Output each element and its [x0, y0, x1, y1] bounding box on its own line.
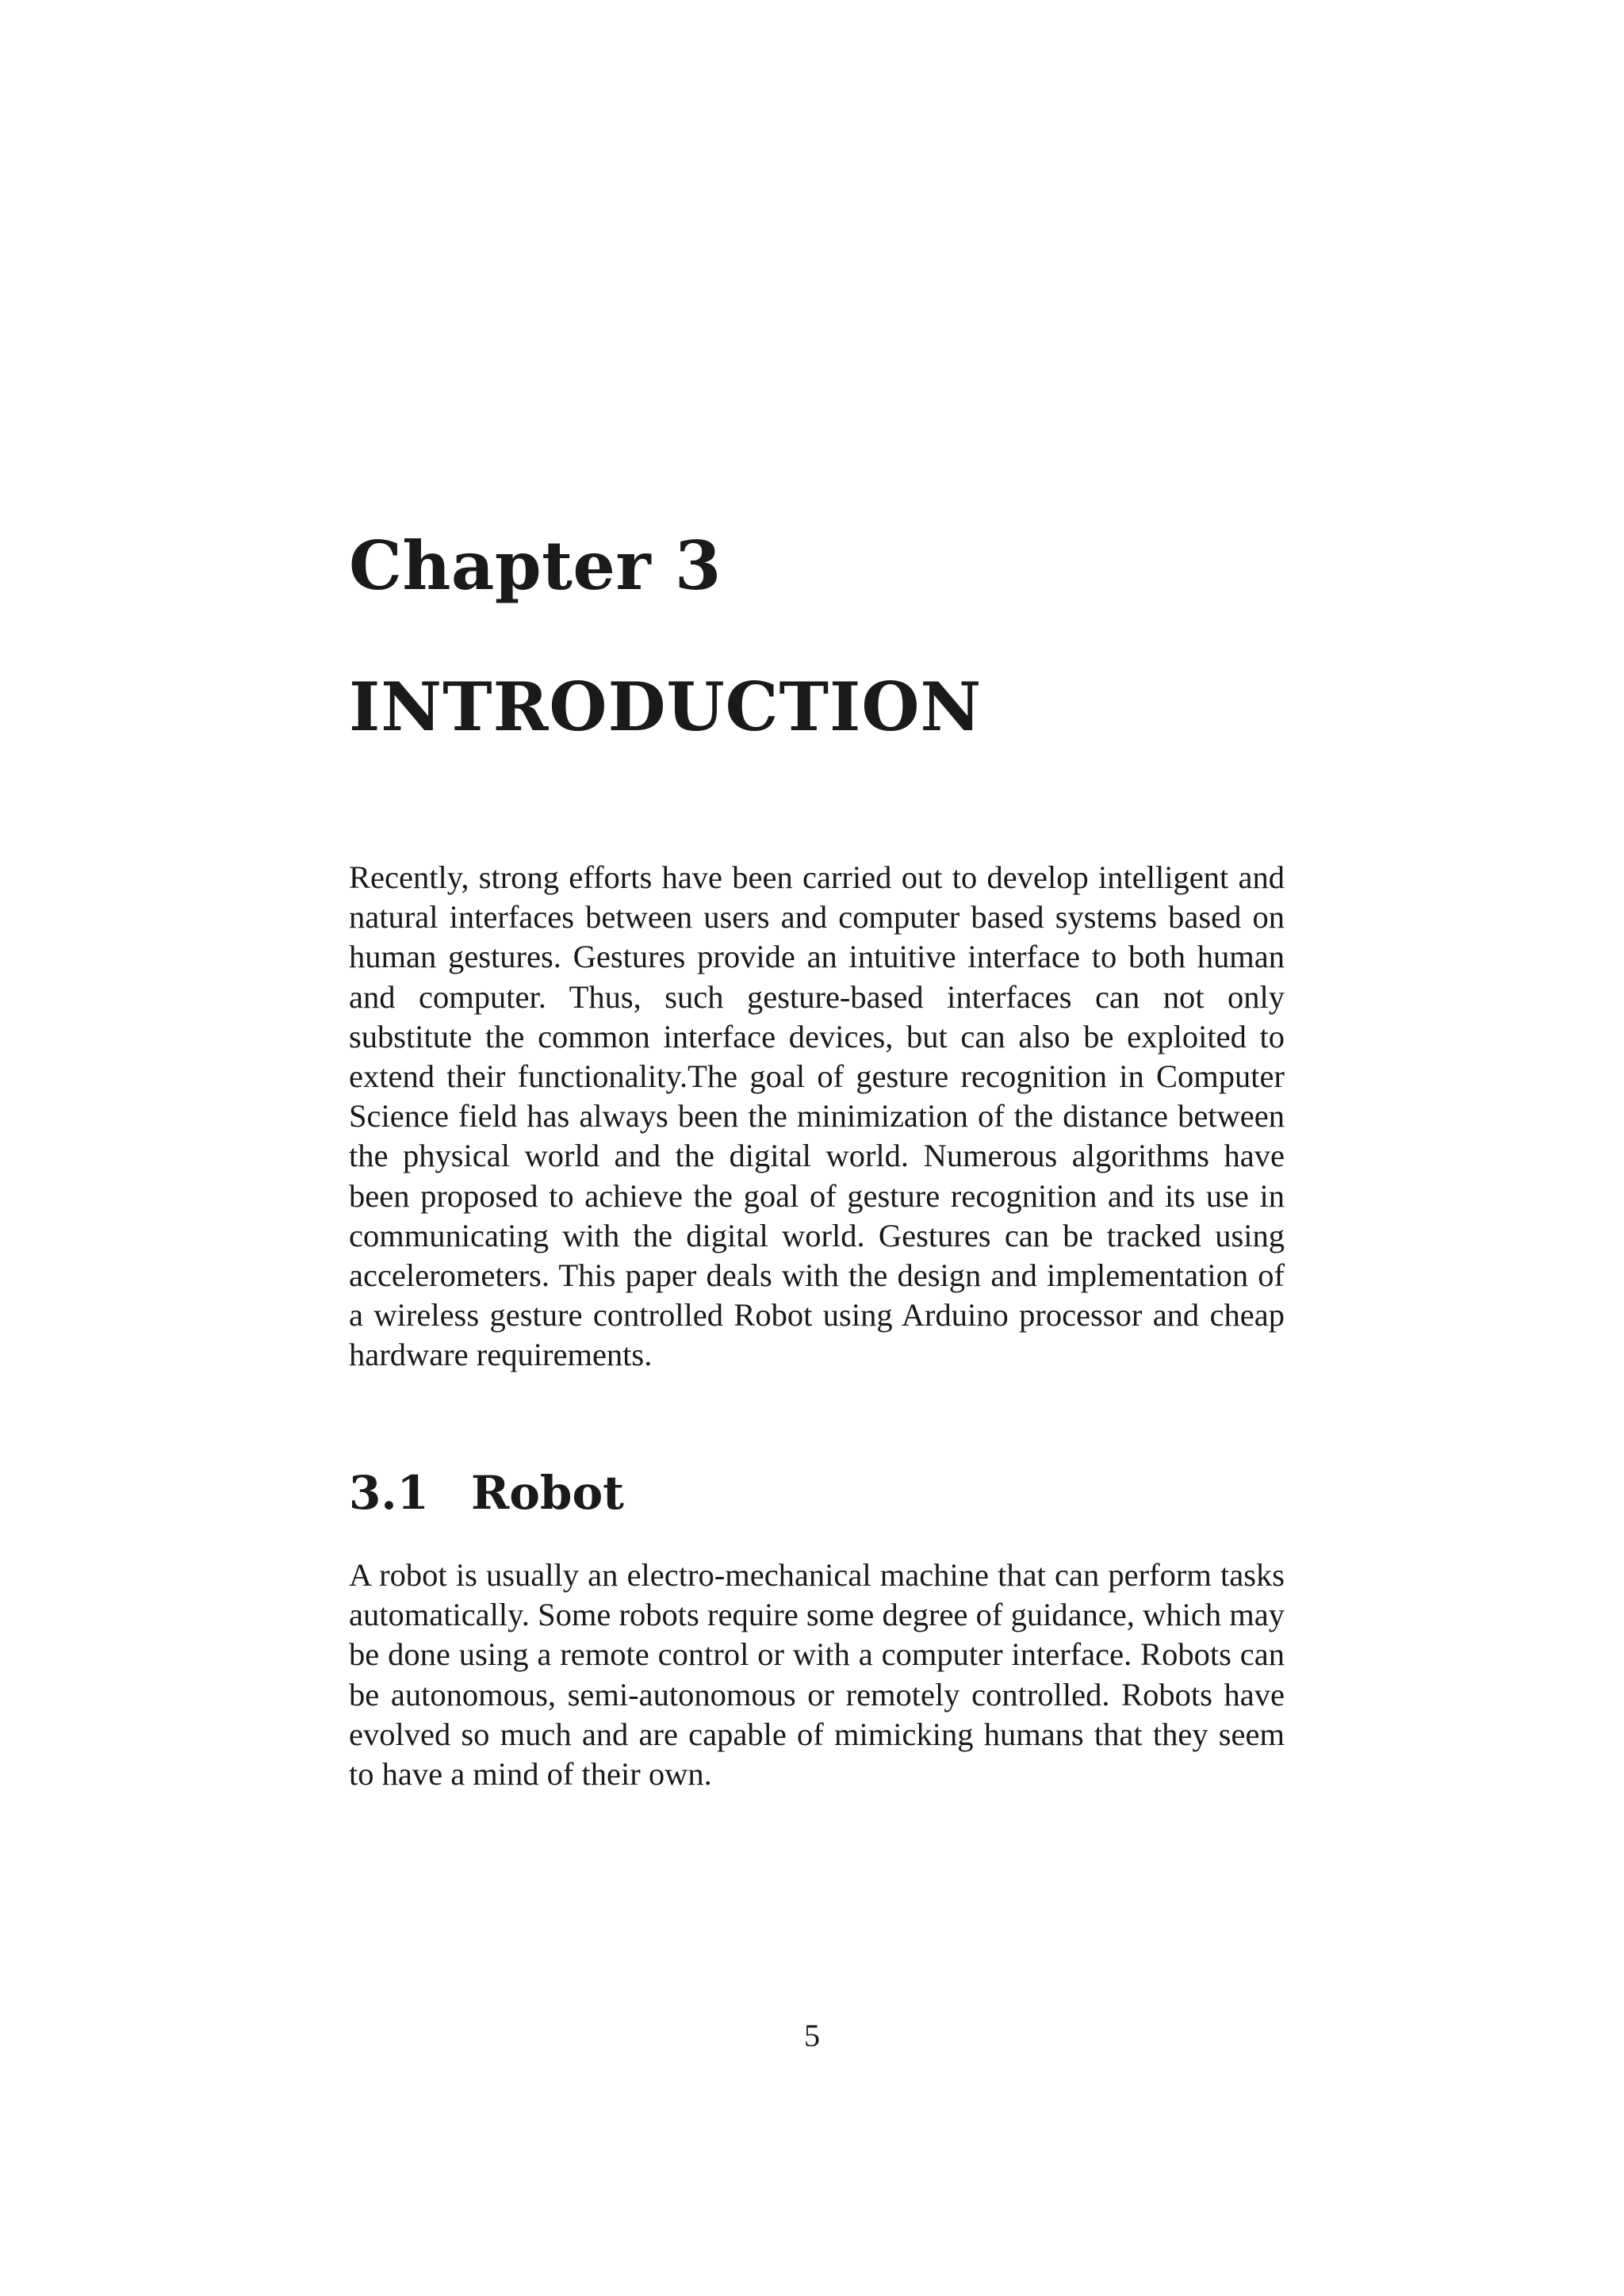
chapter-label: Chapter 3 — [349, 526, 722, 605]
section-heading — [349, 1468, 624, 1519]
page-number: 5 — [803, 2018, 821, 2053]
chapter-title: INTRODUCTION — [349, 668, 982, 746]
section-number: 3.1 — [349, 1466, 429, 1520]
intro-paragraph: Recently, strong efforts have been carried out to develop intelligent and natural interfaces between users and computer based systems based on human gestures. Gestures provide an intuitive interface to both human and computer. Thus, such gesture-based interfaces can not only substitute the common interface devices, but can also be exploited to extend their functionality.The goal of gesture recognition in Computer Science field has always been the minimization of the distance between the physical world and the digital world. Numerous algorithms have been proposed to achieve the goal of gesture recognition and its use in communicating with the digital world. Gestures can be tracked using accelerometers. This paper deals with the design and implementation of a wireless gesture controlled Robot using Arduino processor and cheap hardware requirements. — [349, 859, 1285, 1373]
robot-section-paragraph: A robot is usually an electro-mechanical machine that can perform tasks automatically. Some robots require some degree of guidance, which may be done using a remote control or with a computer interface. Robots can be autonomous, semi-autonomous or remotely controlled. Robots have evolved so much and are capable of mimicking humans that they seem to have a mind of their own. — [349, 1557, 1285, 1793]
section-title: Robot — [471, 1466, 624, 1520]
